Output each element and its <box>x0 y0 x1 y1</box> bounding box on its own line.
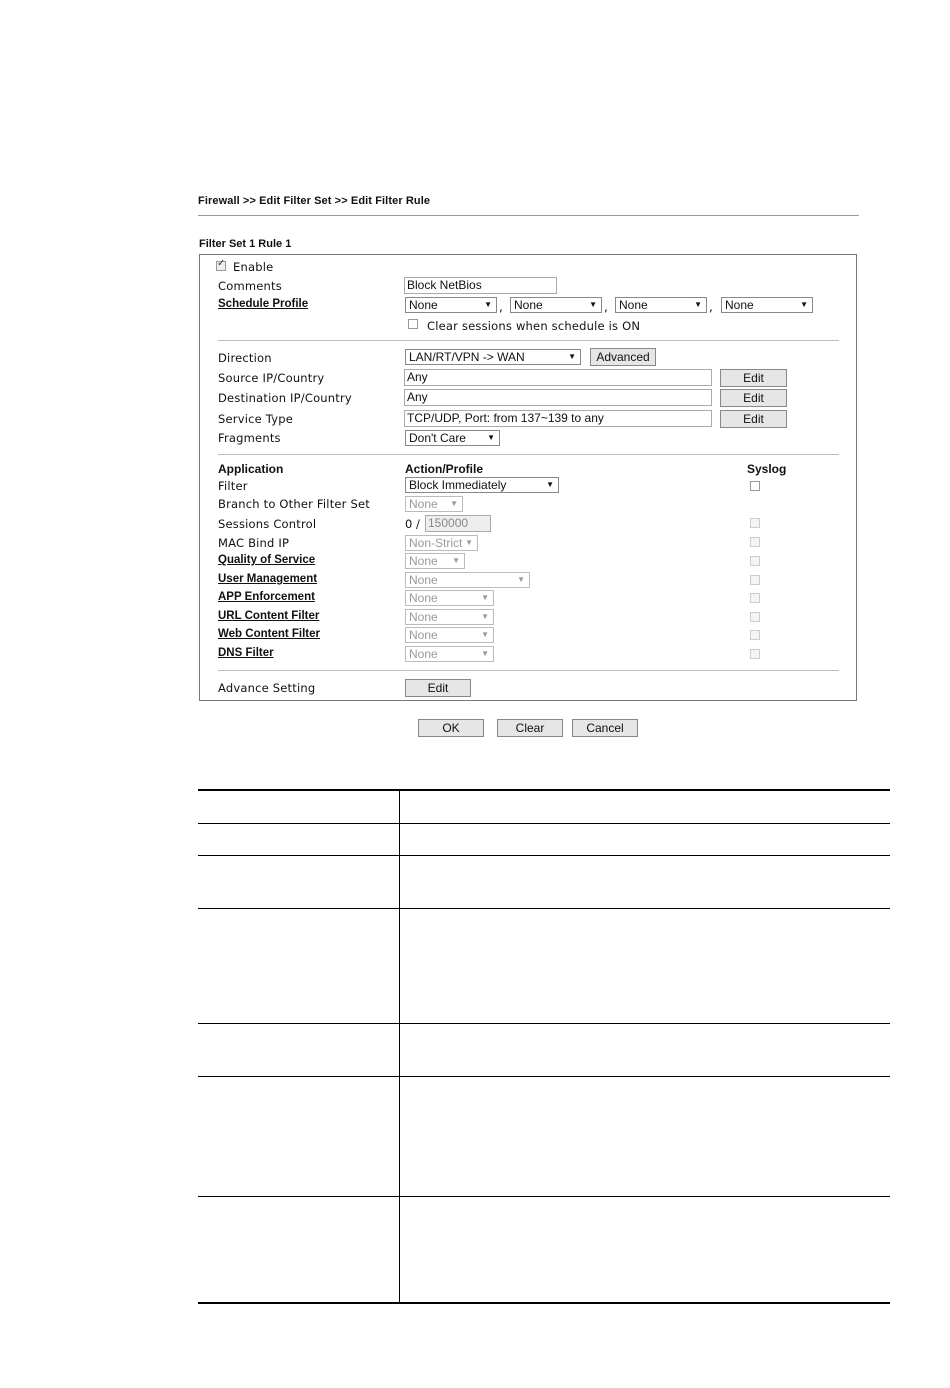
qos-syslog-checkbox[interactable] <box>750 556 760 566</box>
macbind-select[interactable]: Non-Strict ▼ <box>405 535 478 551</box>
app-enforcement-syslog-checkbox[interactable] <box>750 593 760 603</box>
cancel-button[interactable]: Cancel <box>572 719 638 737</box>
syslog-header: Syslog <box>747 462 787 476</box>
schedule-select-2[interactable]: None ▼ <box>510 297 602 313</box>
source-input[interactable]: Any <box>404 369 712 386</box>
divider <box>218 340 839 341</box>
sessions-max-input[interactable]: 150000 <box>425 515 491 532</box>
table-row-rule <box>198 1023 890 1024</box>
table-bottom-rule <box>198 1302 890 1304</box>
app-enforcement-select[interactable]: None ▼ <box>405 590 494 606</box>
branch-select[interactable]: None ▼ <box>405 496 463 512</box>
advanced-button[interactable]: Advanced <box>590 348 656 366</box>
application-header: Application <box>218 462 284 476</box>
breadcrumb: Firewall >> Edit Filter Set >> Edit Filter Rule <box>198 195 431 207</box>
filter-syslog-checkbox[interactable] <box>750 481 760 491</box>
schedule-profile-link[interactable]: Schedule Profile <box>218 298 309 310</box>
web-content-filter-syslog-checkbox[interactable] <box>750 630 760 640</box>
user-management-syslog-checkbox[interactable] <box>750 575 760 585</box>
table-row-rule <box>198 823 890 824</box>
web-content-filter-select[interactable]: None ▼ <box>405 627 494 643</box>
service-input[interactable]: TCP/UDP, Port: from 137~139 to any <box>404 410 712 427</box>
filter-select[interactable]: Block Immediately ▼ <box>405 477 559 493</box>
clear-sessions-label: Clear sessions when schedule is ON <box>427 319 641 333</box>
sessions-separator: / <box>416 517 421 531</box>
dns-filter-select[interactable]: None ▼ <box>405 646 494 662</box>
branch-label: Branch to Other Filter Set <box>218 497 370 511</box>
comments-label: Comments <box>218 279 282 293</box>
divider <box>218 670 839 671</box>
service-edit-button[interactable]: Edit <box>720 410 787 428</box>
app-enforcement-link[interactable]: APP Enforcement <box>218 591 315 603</box>
clear-sessions-checkbox[interactable] <box>408 319 418 329</box>
table-row-rule <box>198 855 890 856</box>
direction-select[interactable]: LAN/RT/VPN -> WAN ▼ <box>405 349 581 365</box>
enable-checkbox[interactable] <box>216 261 226 271</box>
destination-edit-button[interactable]: Edit <box>720 389 787 407</box>
source-label: Source IP/Country <box>218 371 325 385</box>
user-management-link[interactable]: User Management <box>218 573 318 585</box>
dns-filter-syslog-checkbox[interactable] <box>750 649 760 659</box>
source-edit-button[interactable]: Edit <box>720 369 787 387</box>
url-content-filter-link[interactable]: URL Content Filter <box>218 610 320 622</box>
schedule-select-3[interactable]: None ▼ <box>615 297 707 313</box>
table-row-rule <box>198 908 890 909</box>
macbind-label: MAC Bind IP <box>218 536 290 550</box>
service-label: Service Type <box>218 412 293 426</box>
url-content-filter-syslog-checkbox[interactable] <box>750 612 760 622</box>
advance-setting-label: Advance Setting <box>218 681 316 695</box>
table-top-rule <box>198 789 890 791</box>
advance-edit-button[interactable]: Edit <box>405 679 471 697</box>
clear-button[interactable]: Clear <box>497 719 563 737</box>
enable-label: Enable <box>233 260 274 274</box>
sessions-syslog-checkbox[interactable] <box>750 518 760 528</box>
rule-title: Filter Set 1 Rule 1 <box>199 238 292 250</box>
direction-label: Direction <box>218 351 272 365</box>
filter-label: Filter <box>218 479 248 493</box>
schedule-select-4[interactable]: None ▼ <box>721 297 813 313</box>
user-management-select[interactable]: None ▼ <box>405 572 530 588</box>
fragments-select[interactable]: Don't Care ▼ <box>405 430 500 446</box>
table-column-divider <box>399 790 400 1303</box>
destination-input[interactable]: Any <box>404 389 712 406</box>
breadcrumb-divider <box>198 215 859 216</box>
qos-link[interactable]: Quality of Service <box>218 554 316 566</box>
table-row-rule <box>198 1196 890 1197</box>
table-row-rule <box>198 1076 890 1077</box>
destination-label: Destination IP/Country <box>218 391 352 405</box>
url-content-filter-select[interactable]: None ▼ <box>405 609 494 625</box>
comments-input[interactable]: Block NetBios <box>404 277 557 294</box>
schedule-select-1[interactable]: None ▼ <box>405 297 497 313</box>
sessions-current: 0 <box>405 517 413 531</box>
action-profile-header: Action/Profile <box>405 462 484 476</box>
qos-select[interactable]: None ▼ <box>405 553 465 569</box>
divider <box>218 454 839 455</box>
fragments-label: Fragments <box>218 431 281 445</box>
ok-button[interactable]: OK <box>418 719 484 737</box>
macbind-syslog-checkbox[interactable] <box>750 537 760 547</box>
web-content-filter-link[interactable]: Web Content Filter <box>218 628 321 640</box>
sessions-label: Sessions Control <box>218 517 317 531</box>
dns-filter-link[interactable]: DNS Filter <box>218 647 274 659</box>
